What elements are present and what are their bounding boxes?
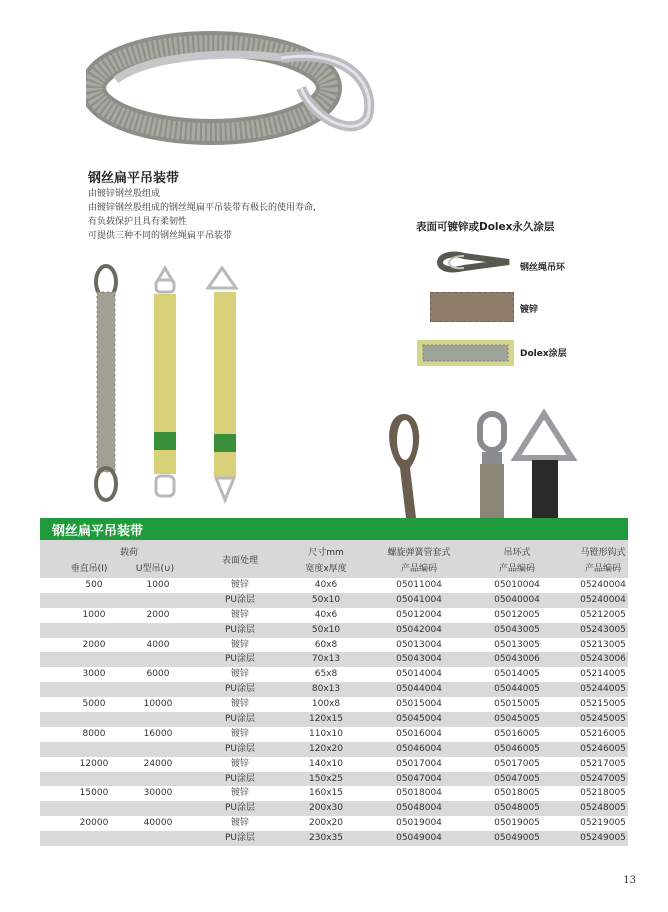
cell-ring-code: 05046005	[494, 743, 540, 754]
table-title-band	[40, 518, 628, 540]
cell-stirrup-code: 05218005	[580, 788, 626, 799]
cell-stirrup-code: 05216005	[580, 728, 626, 739]
header-size-sub: 宽度x厚度	[305, 564, 347, 574]
description-line-3: 有负载保护且具有柔韧性	[88, 217, 188, 227]
galvanized-swatch-image	[430, 292, 514, 322]
description-line-2: 由镀锌钢丝股组成的钢丝绳扁平吊装带有极长的使用寿命,	[88, 203, 316, 213]
cell-u-type: 10000	[143, 699, 173, 710]
cell-stirrup-code: 05245005	[580, 714, 626, 725]
cell-spiral-code: 05045004	[396, 714, 442, 725]
cell-stirrup-code: 05217005	[580, 758, 626, 769]
cell-spiral-code: 05017004	[396, 758, 442, 769]
cell-ring-code: 05018005	[494, 788, 540, 799]
cell-size: 50x10	[311, 624, 341, 635]
cell-spiral-code: 05042004	[396, 624, 442, 635]
cell-u-type: 30000	[143, 788, 173, 799]
header-size: 尺寸mm	[308, 548, 344, 558]
cell-stirrup-code: 05240004	[580, 594, 626, 605]
header-code-2: 产品编码	[498, 564, 535, 574]
cell-u-type: 40000	[143, 818, 173, 829]
table-row	[40, 578, 628, 593]
header-ring: 吊环式	[503, 548, 531, 558]
cell-size: 120x20	[309, 743, 343, 754]
surface-title: 表面可镀锌或Dolex永久涂层	[416, 221, 555, 233]
product-title: 钢丝扁平吊装带	[88, 171, 180, 186]
cell-size: 150x25	[309, 773, 343, 784]
cell-ring-code: 05040004	[494, 594, 540, 605]
cell-ring-code: 05019005	[494, 818, 540, 829]
cell-surface: 镀锌	[230, 758, 249, 769]
table-row	[40, 593, 628, 608]
cell-vertical: 15000	[79, 788, 109, 799]
eye-swatch-image	[424, 242, 514, 282]
cell-ring-code: 05010004	[494, 580, 540, 590]
cell-size: 100x8	[311, 699, 341, 710]
cell-ring-code: 05043005	[494, 624, 540, 635]
cell-ring-code: 05016005	[494, 728, 540, 739]
description-line-1: 由镀锌钢丝股组成	[88, 189, 161, 199]
cell-surface: 镀锌	[230, 669, 249, 680]
cell-size: 40x6	[314, 609, 338, 620]
cell-surface: PU涂层	[224, 803, 255, 814]
header-vertical: 垂直吊(Ⅰ)	[70, 564, 108, 574]
coiled-sling-image	[86, 28, 386, 148]
cell-u-type: 6000	[146, 669, 170, 680]
page-number: 13	[623, 875, 636, 886]
cell-size: 160x15	[309, 788, 343, 799]
table-row	[40, 757, 628, 772]
three-slings-image	[86, 262, 256, 507]
cell-vertical: 2000	[82, 639, 106, 650]
header-code-3: 产品编码	[584, 564, 621, 574]
cell-vertical: 20000	[79, 818, 109, 829]
swatch-label-eye: 钢丝绳吊环	[520, 263, 566, 273]
cell-spiral-code: 05015004	[396, 699, 442, 710]
table-row	[40, 682, 628, 697]
swatch-label-galvanized: 镀锌	[520, 305, 539, 315]
cell-vertical: 5000	[82, 699, 106, 710]
cell-stirrup-code: 05240004	[580, 580, 626, 590]
cell-surface: 镀锌	[230, 609, 249, 620]
cell-stirrup-code: 05244005	[580, 684, 626, 695]
cell-surface: 镀锌	[230, 699, 249, 710]
table-header	[40, 540, 628, 578]
cell-surface: 镀锌	[230, 818, 249, 829]
swatch-label-dolex: Dolex涂层	[520, 349, 567, 359]
cell-stirrup-code: 05247005	[580, 773, 626, 784]
dolex-swatch-image	[417, 340, 514, 366]
cell-spiral-code: 05044004	[396, 684, 442, 695]
cell-stirrup-code: 05249005	[580, 833, 626, 844]
cell-ring-code: 05043006	[494, 654, 540, 665]
header-load: 载荷	[119, 548, 138, 558]
cell-size: 65x8	[314, 669, 338, 680]
cell-vertical: 12000	[79, 758, 109, 769]
cell-u-type: 4000	[146, 639, 170, 650]
cell-spiral-code: 05043004	[396, 654, 442, 665]
cell-size: 120x15	[309, 714, 343, 725]
cell-stirrup-code: 05246005	[580, 743, 626, 754]
cell-ring-code: 05049005	[494, 833, 540, 844]
header-u-type: U型吊(∪)	[135, 564, 175, 574]
header-stirrup: 马镫形钩式	[580, 548, 626, 558]
cell-stirrup-code: 05243006	[580, 654, 626, 665]
cell-stirrup-code: 05213005	[580, 639, 626, 650]
table-row	[40, 816, 628, 831]
table-row	[40, 697, 628, 712]
cell-spiral-code: 05011004	[396, 580, 442, 590]
table-title: 钢丝扁平吊装带	[52, 524, 144, 539]
table-row	[40, 786, 628, 801]
cell-ring-code: 05048005	[494, 803, 540, 814]
cell-vertical: 500	[85, 580, 103, 590]
spec-table	[40, 540, 628, 846]
cell-spiral-code: 05019004	[396, 818, 442, 829]
cell-ring-code: 05017005	[494, 758, 540, 769]
cell-ring-code: 05013005	[494, 639, 540, 650]
cell-vertical: 3000	[82, 669, 106, 680]
cell-vertical: 1000	[82, 609, 106, 620]
cell-spiral-code: 05012004	[396, 609, 442, 620]
cell-u-type: 24000	[143, 758, 173, 769]
cell-size: 230x35	[309, 833, 343, 844]
cell-size: 80x13	[311, 684, 341, 695]
cell-size: 50x10	[311, 594, 341, 605]
cell-u-type: 1000	[146, 580, 170, 590]
cell-surface: PU涂层	[224, 684, 255, 695]
table-row	[40, 772, 628, 787]
cell-ring-code: 05014005	[494, 669, 540, 680]
cell-surface: PU涂层	[224, 773, 255, 784]
cell-spiral-code: 05016004	[396, 728, 442, 739]
cell-surface: 镀锌	[230, 788, 249, 799]
cell-surface: PU涂层	[224, 743, 255, 754]
cell-spiral-code: 05018004	[396, 788, 442, 799]
cell-size: 200x30	[309, 803, 343, 814]
cell-surface: PU涂层	[224, 624, 255, 635]
table-body	[40, 578, 628, 846]
cell-surface: 镀锌	[230, 580, 249, 590]
cell-spiral-code: 05046004	[396, 743, 442, 754]
table-row	[40, 801, 628, 816]
cell-ring-code: 05012005	[494, 609, 540, 620]
cell-size: 70x13	[311, 654, 341, 665]
cell-stirrup-code: 05214005	[580, 669, 626, 680]
cell-size: 140x10	[309, 758, 343, 769]
cell-vertical: 8000	[82, 728, 106, 739]
cell-size: 200x20	[309, 818, 343, 829]
cell-stirrup-code: 05243005	[580, 624, 626, 635]
cell-surface: 镀锌	[230, 639, 249, 650]
table-row	[40, 667, 628, 682]
header-spiral: 螺旋弹簧管套式	[387, 548, 451, 558]
cell-surface: PU涂层	[224, 714, 255, 725]
table-row	[40, 831, 628, 846]
description-line-4: 可提供三种不同的钢丝绳扁平吊装带	[88, 231, 233, 241]
cell-stirrup-code: 05219005	[580, 818, 626, 829]
cell-spiral-code: 05013004	[396, 639, 442, 650]
header-code-1: 产品编码	[400, 564, 437, 574]
table-row	[40, 608, 628, 623]
table-row	[40, 623, 628, 638]
cell-ring-code: 05015005	[494, 699, 540, 710]
header-surface: 表面处理	[221, 556, 258, 566]
cell-stirrup-code: 05215005	[580, 699, 626, 710]
cell-surface: PU涂层	[224, 594, 255, 605]
fittings-closeup-image	[376, 408, 586, 518]
table-row	[40, 652, 628, 667]
cell-size: 60x8	[314, 639, 338, 650]
table-row	[40, 638, 628, 653]
cell-spiral-code: 05048004	[396, 803, 442, 814]
cell-stirrup-code: 05248005	[580, 803, 626, 814]
cell-spiral-code: 05047004	[396, 773, 442, 784]
cell-spiral-code: 05041004	[396, 594, 442, 605]
cell-ring-code: 05047005	[494, 773, 540, 784]
cell-surface: PU涂层	[224, 833, 255, 844]
table-row	[40, 712, 628, 727]
cell-surface: PU涂层	[224, 654, 255, 665]
cell-spiral-code: 05014004	[396, 669, 442, 680]
cell-size: 110x10	[309, 728, 343, 739]
cell-ring-code: 05044005	[494, 684, 540, 695]
cell-size: 40x6	[314, 580, 338, 590]
cell-stirrup-code: 05212005	[580, 609, 626, 620]
cell-spiral-code: 05049004	[396, 833, 442, 844]
cell-u-type: 16000	[143, 728, 173, 739]
cell-u-type: 2000	[146, 609, 170, 620]
cell-surface: 镀锌	[230, 728, 249, 739]
table-row	[40, 742, 628, 757]
cell-ring-code: 05045005	[494, 714, 540, 725]
table-row	[40, 727, 628, 742]
